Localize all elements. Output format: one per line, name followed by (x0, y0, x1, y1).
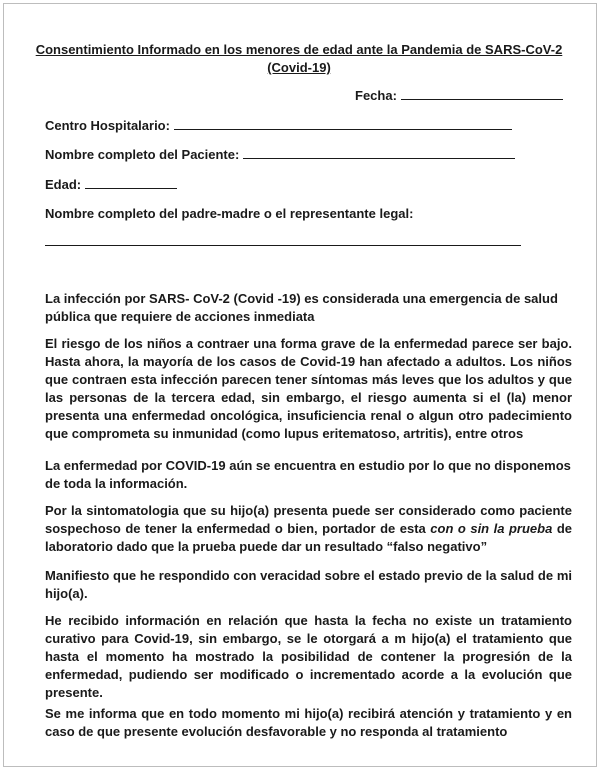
fecha-label: Fecha: (355, 88, 397, 103)
sintomatologia-text-a: Por la sintomatologia que su hijo(a) presenta puede ser considerado como paciente sospechoso de tener la enfermedad o bien, portador de esta (45, 503, 572, 536)
paragraph-manifiesto: Manifiesto que he respondido con veracidad sobre el estado previo de la salud de mi hijo(a). (45, 568, 572, 601)
con-sin-prueba-text: con o sin la prueba (430, 521, 553, 536)
representante-legal-blank-line[interactable] (45, 245, 521, 246)
nombre-paciente-field (45, 146, 515, 164)
nombre-paciente-blank-line[interactable] (243, 146, 515, 159)
paragraph-riesgo: El riesgo de los niños a contraer una forma grave de la enfermedad parece ser bajo. Hasta ahora, la mayoría de los casos de Covid-19 han afectado a adultos. Los niños que contraen esta infección parecen tener síntomas más leves que los adultos y que las personas de la tercera edad, sin embargo, el riesgo aumenta si el (la) menor presenta una enfermedad oncológica, insuficiencia renal o algun otro padecimiento que comprometa su inmunidad (como lupus eritematoso, artritis), entre otros (45, 336, 572, 441)
paragraph-emergencia: La infección por SARS- CoV-2 (Covid -19) es considerada una emergencia de salud pública que requiere de acciones inmediata (45, 291, 558, 324)
nombre-paciente-label: Nombre completo del Paciente: (45, 147, 240, 162)
paragraph-sintomatologia (45, 502, 572, 556)
edad-field (45, 176, 177, 194)
paragraph-estudio: La enfermedad por COVID-19 aún se encuentra en estudio por lo que no disponemos de toda la información. (45, 458, 571, 491)
centro-hospitalario-field (45, 117, 512, 135)
sintomatologia-text-b: de laboratorio dado que la prueba puede dar un resultado “falso negativo” (45, 521, 572, 554)
centro-hospitalario-blank-line[interactable] (174, 117, 512, 130)
representante-legal-label: Nombre completo del padre-madre o el representante legal: (45, 206, 414, 221)
edad-blank-line[interactable] (85, 176, 177, 189)
edad-label: Edad: (45, 177, 82, 192)
paragraph-atencion: Se me informa que en todo momento mi hijo(a) recibirá atención y tratamiento y en caso de que presente evolución desfavorable y no responda al tratamiento (45, 706, 572, 739)
document-page (3, 3, 597, 767)
fecha-field (355, 87, 563, 105)
fecha-blank-line[interactable] (401, 87, 563, 100)
document-title: Consentimiento Informado en los menores de edad ante la Pandemia de SARS-CoV-2 (Covid-19) (35, 42, 563, 75)
paragraph-tratamiento: He recibido información en relación que hasta la fecha no existe un tratamiento curativo para Covid-19, sin embargo, se le otorgará a m hijo(a) el tratamiento que hasta el momento ha mostrado la posibilidad de contener la progresión de la enfermedad, pudiendo ser modificado o incrementado acorde a la evolución que presente. (45, 613, 572, 700)
centro-hospitalario-label: Centro Hospitalario: (45, 118, 170, 133)
